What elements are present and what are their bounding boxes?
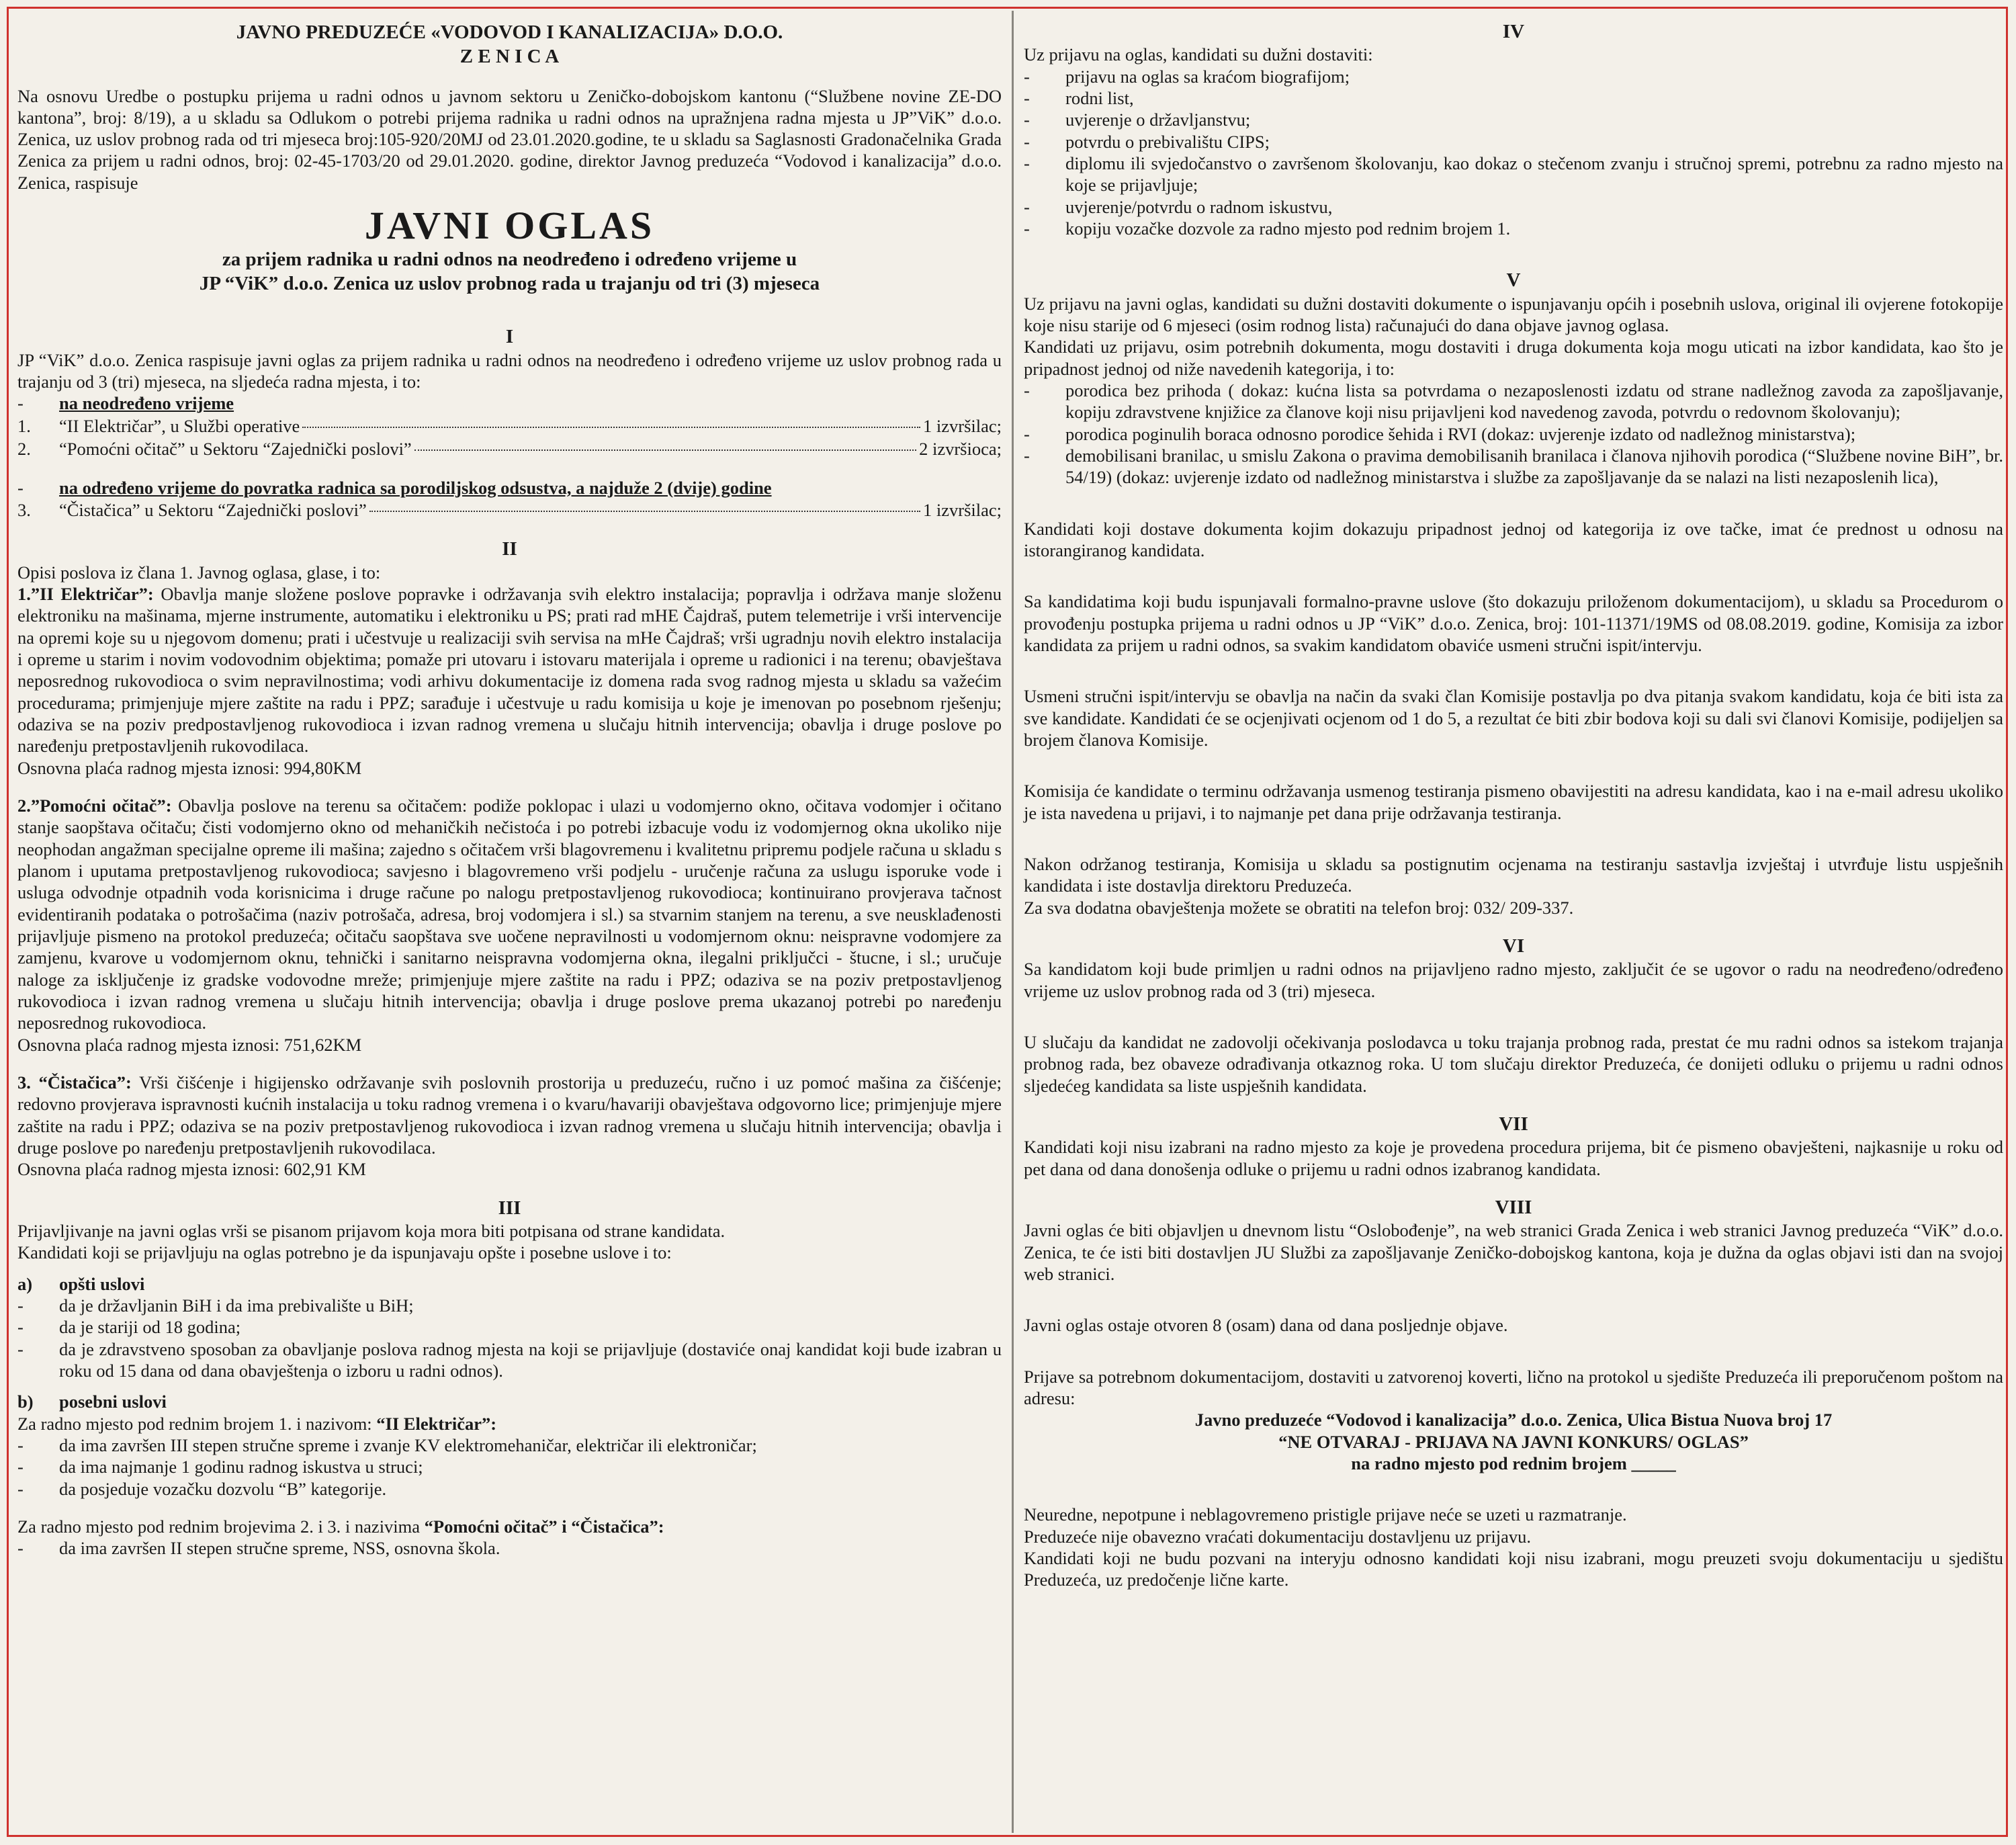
intro-paragraph: Na osnovu Uredbe o postupku prijema u radni odnos u javnom sektoru u Zeničko-dobojskom kantonu (“Službene novine ZE-DO kantona”, broj: 8/19), a u skladu sa Odlukom o potrebi prijema radnika u radni odnos na upražnjena radna mjesta u JP”ViK” d.o.o. Zenica, uz uslov probnog rada od tri mjeseca broj:105-920/20MJ od 23.01.2020.godine, te u skladu sa Saglasnosti Gradonačelnika Grada Zenica za prijem u radni odnos, broj: 02-45-1703/20 od 29.01.2020. godine, direktor Javnog preduzeća “Vodovod i kanalizacija” d.o.o. Zenica, raspisuje [17, 85, 1002, 193]
section-2-intro: Opisi poslova iz člana 1. Javnog oglasa, glase, i to: [17, 562, 381, 583]
section-6-p1: Sa kandidatom koji bude primljen u radni odnos na prijavljeno radno mjesto, zaključit će se ugovor o radu na neodređeno/određeno vrijeme uz uslov probnog rada od 3 (tri) mjeseca. [1024, 959, 2003, 1001]
job-description [17, 795, 1002, 1034]
list-item: - da je državljanin BiH i da ima prebivalište u BiH; [17, 1295, 414, 1316]
job-label: 3. “Čistačica”: [17, 1072, 132, 1093]
list-title: opšti uslovi [59, 1273, 145, 1294]
position-name: “Pomoćni očitač” u Sektoru “Zajednički poslovi” [59, 439, 412, 460]
list-letter: a) [17, 1273, 33, 1294]
job-label: 2.”Pomoćni očitač”: [17, 796, 172, 816]
dot-leader [302, 427, 920, 428]
list-item: - porodica bez prihoda ( dokaz: kućna lista sa potvrdama o nezaposlenosti izdatu od strane nadležnog zavoda za zapošljavanje, kopiju zdravstvene knjižice za članove koji nisu prijavljeni kod navedenog zavoda, potvrdu o redovnom školovanju); [1024, 380, 2003, 423]
envelope-label: “NE OTVARAJ - PRIJAVA NA JAVNI KONKURS/ OGLAS” [1278, 1431, 1749, 1452]
section-8-p4: Neuredne, nepotpune i neblagovremeno pristigle prijave neće se uzeti u razmatranje. [1024, 1504, 1627, 1525]
position-count: 2 izvršioca; [919, 439, 1002, 460]
section-heading-4: IV [1502, 21, 1525, 42]
section-5-p2: Kandidati uz prijavu, osim potrebnih dokumenta, mogu dostaviti i druga dokumenta koja mogu uticati na izbor kandidata, kao što je pripadnost jednoj od niže navedenih kategorija, i to: [1024, 337, 2003, 379]
job-description [17, 583, 1002, 757]
section-5-p7: Nakon održanog testiranja, Komisija u skladu sa postignutim ocjenama na testiranju sastavlja izvještaj i utvrđuje listu uspješnih kandidata i iste dostavlja direktoru Preduzeća. [1024, 853, 2003, 896]
section-5-p4: Sa kandidatima koji budu ispunjavali formalno-pravne uslove (što dokazuju priloženom dokumentacijom), u skladu sa Procedurom o provođenju postupka prijema u radni odnos u JP “ViK” d.o.o. Zenica, broj: 101-11371/19MS od 08.08.2019. godine, Komisija za izbor kandidata za prijem u radni odnos, sa svakim kandidatom obaviće usmeni stručni ispit/intervju. [1024, 591, 2003, 655]
company-city: Z E N I C A [459, 46, 560, 68]
section-1-text: JP “ViK” d.o.o. Zenica raspisuje javni oglas za prijem radnika u radni odnos na neodređeno i određeno vrijeme uz uslov probnog rada u trajanju od 3 (tri) mjeseca, na sljedeća radna mjesta, i to: [17, 349, 1002, 392]
list-item: - uvjerenje o državljanstvu; [1024, 110, 1251, 130]
section-5-p1: Uz prijavu na javni oglas, kandidati su dužni dostaviti dokumente o ispunjavanju općih i posebnih uslova, original ili ovjerene fotokopije koje nisu starije od 6 mjeseci (osim rodnog lista) računajući do dana objave javnog oglasa. [1024, 293, 2003, 336]
list-item: - potvrdu o prebivalištu CIPS; [1024, 131, 1270, 152]
list-item: - uvjerenje/potvrdu o radnom iskustvu, [1024, 196, 1333, 217]
column-divider [1012, 11, 1014, 1833]
position-name: “II Električar”, u Službi operative [59, 415, 300, 436]
document-subtitle-line1: za prijem radnika u radni odnos na neodređeno i određeno vrijeme u [222, 248, 797, 270]
position-group-temporary [17, 477, 1002, 499]
group-label: na određeno vrijeme do povratka radnica sa porodiljskog odsustva, a najduže 2 (dvije) godine [59, 477, 772, 498]
section-3-p1: Prijavljivanje na javni oglas vrši se pisanom prijavom koja mora biti potpisana od strane kandidata. [17, 1221, 726, 1242]
list-item: - da je zdravstveno sposoban za obavljanje poslova radnog mjesta na koji se prijavljuje (dostaviće onaj kandidat koji bude izabran u roku od 15 dana od dana obavještenja o izboru u radni odnos). [17, 1338, 1002, 1381]
document-title: JAVNI OGLAS [364, 204, 655, 248]
dot-leader [414, 449, 916, 451]
job-text: Obavlja poslove na terenu sa očitačem: podiže poklopac i ulazi u vodomjerno okno, očitava vodomjer i očitano stanje saopštava očitaču; čisti vodomjerno okno od mehaničkih nečistoća i po potrebi izbacuje vodu iz vodomjernog okna ukoliko nije neophodan angažman specijalne opreme ili mašina; zajedno s očitačem vrši blagovremenu i kvalitetnu pripremu podjele računa u skladu s planom i uputama pretpostavljenog rukovodioca; savjesno i blagovremeno vrši podjelu - uručenje računa za uslugu isporuke vode i usluga odvodnje otpadnih voda korisnicima i druge račune po nalogu pretpostavljenog rukovodioca; kontinuirano provjerava tačnost evidentiranih podataka o potrošačima (naziv potrošača, adresa, broj vodomjera i sl.) sa stvarnim stanjem na terenu, a sve neusklađenosti prijavljuje pismeno na protokol preduzeća; očitaču saopštava sve uočene nepravilnosti u vodomjernom oknu: neispravne vodomjere za zamjenu, kvarove u vodomjernom oknu, tehnički i sanitarno neispravna vodomjerna okna, ilegalni priključci - štucne, i sl.; uručuje naloge za isključenje iz gradske vodovodne mreže; primjenjuje mjere zaštite na radu i PPZ; odaziva se na poziv pretpostavljenog rukovodioca i izvan radnog vremena u slučaju hitnih intervencija; obavlja i druge poslove prema ukazanoj potrebi po naređenju neposrednog rukovodioca. [17, 796, 1002, 1033]
section-heading-3: III [498, 1197, 521, 1219]
dash-marker: - [17, 477, 24, 498]
section-5-p3: Kandidati koji dostave dokumenta kojim dokazuju pripadnost jednoj od kategorija iz ove tačke, imat će prednost u odnosu na istorangiranog kandidata. [1024, 518, 2003, 560]
section-heading-1: I [505, 326, 514, 348]
section-6-p2: U slučaju da kandidat ne zadovolji očekivanja poslodavca u toku trajanja probnog rada, prestat će mu radni odnos sa istekom trajanja probnog rada, bez obaveze odrađivanja otkaznog roka. U tom slučaju direktor Preduzeća, će donijeti odluku o prijemu u radni odnos sljedećeg kandidata sa liste uspješnih kandidata. [1024, 1031, 2003, 1096]
dot-leader [369, 511, 920, 512]
company-name: JAVNO PREDUZEĆE «VODOVOD I KANALIZACIJA» D.O.O. [236, 22, 783, 43]
job-salary: Osnovna plaća radnog mjesta iznosi: 751,62KM [17, 1034, 362, 1055]
condition-intro: Za radno mjesto pod rednim brojem 1. i nazivom: “II Električar”: [17, 1413, 497, 1434]
condition-intro: Za radno mjesto pod rednim brojevima 2. i 3. i nazivima “Pomoćni očitač” i “Čistačica”: [17, 1516, 664, 1537]
section-4-intro: Uz prijavu na oglas, kandidati su dužni dostaviti: [1024, 44, 1373, 65]
group-label: na neodređeno vrijeme [59, 393, 234, 414]
section-8-p3: Prijave sa potrebnom dokumentacijom, dostaviti u zatvorenoj koverti, lično na protokol u sjedište Preduzeća ili preporučenom poštom na adresu: [1024, 1366, 2003, 1408]
position-count: 1 izvršilac; [923, 500, 1002, 520]
section-3-p2: Kandidati koji se prijavljuju na oglas potrebno je da ispunjavaju opšte i posebne uslove i to: [17, 1242, 672, 1263]
document-subtitle-line2: JP “ViK” d.o.o. Zenica uz uslov probnog rada u trajanju od tri (3) mjeseca [199, 273, 820, 295]
contact-phone: Za sva dodatna obavještenja možete se obratiti na telefon broj: 032/ 209-337. [1024, 897, 1574, 918]
right-column [1024, 20, 2003, 1591]
list-item: - da posjeduje vozačku dozvolu “B” kategorije. [17, 1478, 387, 1499]
list-item: - da je stariji od 18 godina; [17, 1317, 241, 1338]
list-item: - porodica poginulih boraca odnosno porodice šehida i RVI (dokaz: uvjerenje izdato od nadležnog ministarstva); [1024, 423, 1856, 444]
section-heading-6: VI [1502, 935, 1525, 957]
job-label: 1.”II Električar”: [17, 584, 154, 605]
position-number: 1. [17, 415, 31, 436]
section-7-p1: Kandidati koji nisu izabrani na radno mjesto za koje je provedena procedura prijema, bit će pismeno obavješteni, najkasnije u roku od pet dana od dana donošenja odluke o prijemu u radni odnos izabranog kandidata. [1024, 1137, 2003, 1179]
list-item: - kopiju vozačke dozvole za radno mjesto pod rednim brojem 1. [1024, 218, 1511, 239]
job-salary: Osnovna plaća radnog mjesta iznosi: 994,80KM [17, 757, 362, 778]
position-row [17, 499, 1002, 521]
section-8-p6: Kandidati koji ne budu pozvani na interyju odnosno kandidati koji nisu izabrani, mogu preuzeti svoju dokumentaciju u sjedištu Preduzeća, uz predočenje lične karte. [1024, 1547, 2003, 1590]
position-number-line: na radno mjesto pod rednim brojem _____ [1351, 1453, 1676, 1473]
position-number: 2. [17, 439, 31, 460]
job-description [17, 1072, 1002, 1158]
conditions-b-heading [17, 1391, 1002, 1412]
conditions-a-heading [17, 1273, 1002, 1295]
list-item: - rodni list, [1024, 88, 1134, 109]
list-item: - da ima završen II stepen stručne spreme, NSS, osnovna škola. [17, 1538, 500, 1559]
job-text: Obavlja manje složene poslove popravke i održavanja svih elektro instalacija; popravlja i održava manje složenu elektroniku na mašinama, mjerne instrumente, automatiku i elektroniku u PS; prati rad mHE Čajdraš, putem telemetrije i vrši intervencije na opremi koje su u njegovom domenu; prati i učestvuje u realizaciji svih servisa na mHe Čajdraš; vrši ugradnju novih elektro instalacija i opreme u starim i novim vodovodnim objektima; pomaže pri utovaru i istovaru materijala i opreme u radionici i na terenu; obavještava neposrednog rukovodioca o svim nepravilnostima; vodi arhivu dokumentacije iz domena rada svog radnog mjesta u skladu sa važećim procedurama; primjenjuje mjere zaštite na radu i PPZ; sarađuje i učestvuje u radu komisija u koje je imenovan po posebnom rješenju; odaziva se na poziv predpostavljenog rukovodioca i izvan radnog vremena u slučaju hitnih intervencija; obavlja i druge poslove po naređenju pretpostavljenih rukovodilaca. [17, 584, 1002, 757]
section-5-p5: Usmeni stručni ispit/intervju se obavlja na način da svaki član Komisije postavlja po dva pitanja svakom kandidatu, koja će biti ista za sve kandidate. Kandidati će se ocjenjivati ocjenom od 1 do 5, a rezultat će biti zbir bodova koji su dali svi članovi Komisije, podijeljen sa brojem članova Komisije. [1024, 686, 2003, 750]
section-heading-7: VII [1499, 1113, 1528, 1135]
section-heading-2: II [502, 538, 517, 560]
position-group-permanent [17, 392, 1002, 414]
submission-address: Javno preduzeće “Vodovod i kanalizacija” d.o.o. Zenica, Ulica Bistua Nuova broj 17 [1194, 1410, 1833, 1430]
position-row [17, 415, 1002, 437]
left-column [17, 20, 1002, 1559]
job-salary: Osnovna plaća radnog mjesta iznosi: 602,91 KM [17, 1159, 366, 1180]
list-letter: b) [17, 1391, 34, 1412]
position-name: “Čistačica” u Sektoru “Zajednički poslovi” [59, 500, 367, 520]
section-8-p5: Preduzeće nije obavezno vraćati dokumentaciju dostavljenu uz prijavu. [1024, 1526, 1531, 1547]
job-text: Vrši čišćenje i higijensko održavanje svih poslovnih prostorija u preduzeću, ručno i uz pomoć mašina za čišćenje; redovno provjerava ispravnosti kućnih instalacija u toku radnog vremena i o kvaru/havariji obavještava odgovorno lice; primjenjuje mjere zaštite na radu i PPZ; odaziva se na poziv pretpostavljenog rukovodioca i izvan radnog vremena u slučaju hitnih intervencija; obavlja i druge poslove po naređenju pretpostavljenih rukovodilaca. [17, 1072, 1002, 1158]
section-8-p1: Javni oglas će biti objavljen u dnevnom listu “Oslobođenje”, na web stranici Grada Zenica i web stranici Javnog preduzeća “ViK” d.o.o. Zenica, te će isti biti dostavljen JU Službi za zapošljavanje Zeničko-dobojskog kantona, koja je dužna da oglas objavi isti dan na svojoj web stranici. [1024, 1220, 2003, 1284]
position-count: 1 izvršilac; [923, 415, 1002, 436]
list-item: - da ima najmanje 1 godinu radnog iskustva u struci; [17, 1457, 423, 1477]
list-title: posebni uslovi [59, 1391, 167, 1412]
section-heading-8: VIII [1495, 1196, 1532, 1218]
dash-marker: - [17, 393, 24, 414]
section-heading-5: V [1506, 269, 1521, 292]
section-5-p6: Komisija će kandidate o terminu održavanja usmenog testiranja pismeno obavijestiti na adresu kandidata, kao i na e-mail adresu ukoliko je ista navedena u prijavi, i to najmanje pet dana prije održavanja testiranja. [1024, 781, 2003, 823]
position-row [17, 437, 1002, 460]
list-item: - prijavu na oglas sa kraćom biografijom; [1024, 66, 1350, 87]
position-number: 3. [17, 500, 31, 520]
section-8-p2: Javni oglas ostaje otvoren 8 (osam) dana od dana posljednje objave. [1024, 1315, 1508, 1336]
list-item: - diplomu ili svjedočanstvo o završenom školovanju, kao dokaz o stečenom zvanju i stručnoj spremi, potrebnu za radno mjesto na koje se prijavljuje; [1024, 153, 2003, 196]
list-item: - da ima završen III stepen stručne spreme i zvanje KV elektromehaničar, električar ili elektroničar; [17, 1435, 757, 1455]
list-item: - demobilisani branilac, u smislu Zakona o pravima demobilisanih branilaca i članova njihovih porodica (“Službene novine BiH”, br. 54/19) (dokaz: uvjerenje izdato od nadležnog ministarstva i službe za zapošljavanje da se nalazi na listi nezaposlenih lica), [1024, 445, 2003, 488]
